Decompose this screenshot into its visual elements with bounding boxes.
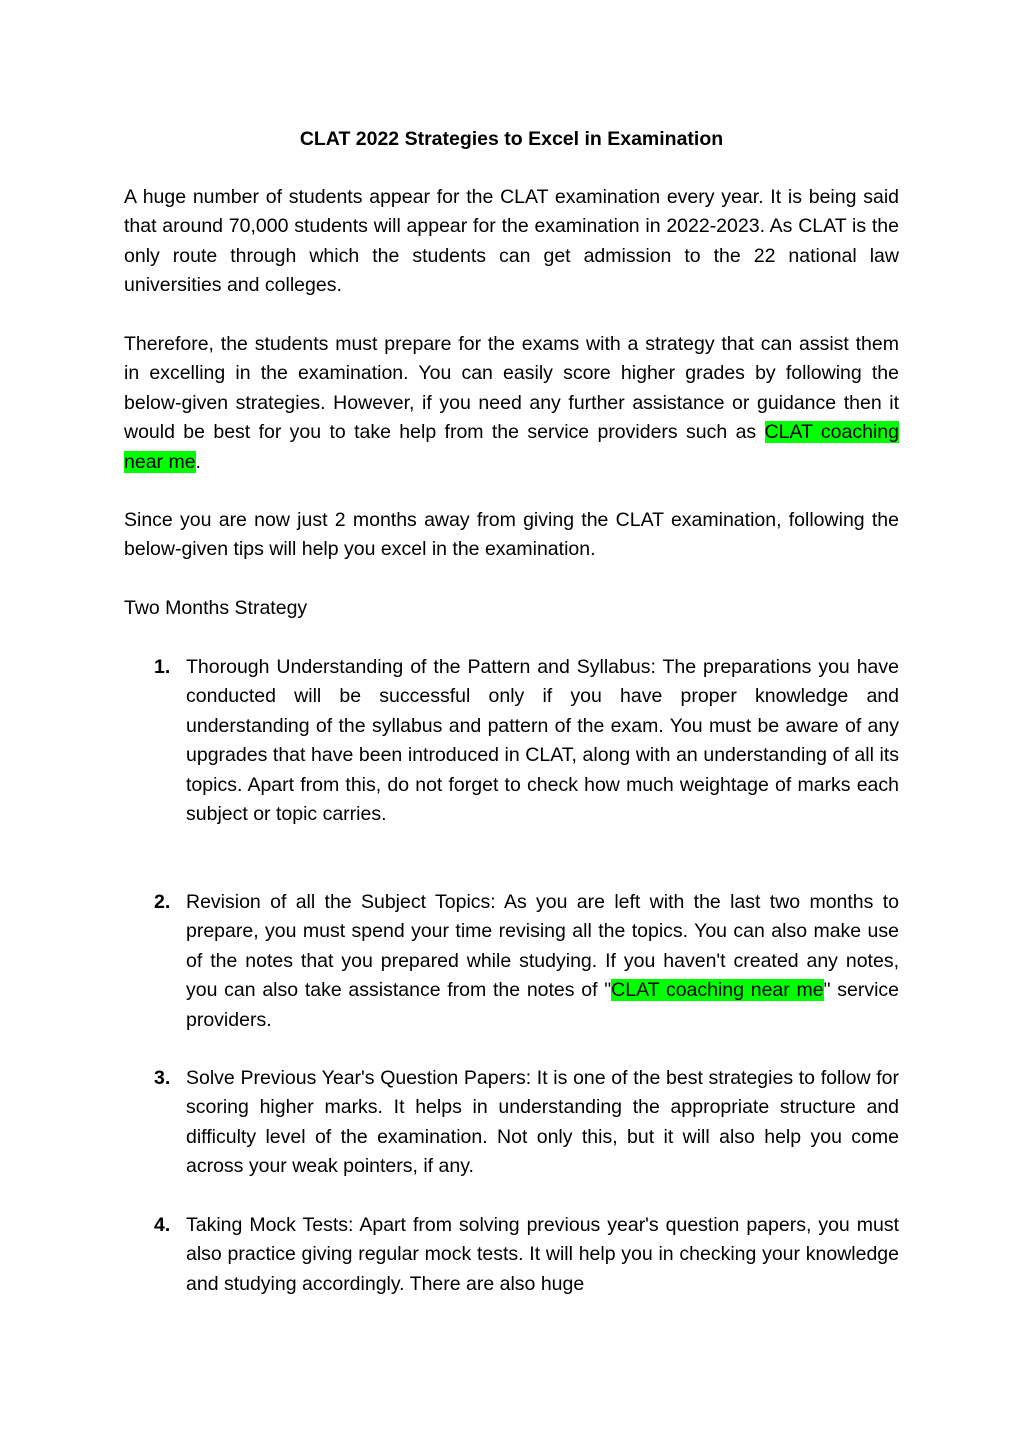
list-item-1 xyxy=(154,653,899,829)
strategy-paragraph-end: . xyxy=(195,450,201,473)
list-item-text: Taking Mock Tests: Apart from solving previous year's question papers, you must also practice giving regular mock tests. It will help you in checking your knowledge and studying accordingly. There are also huge xyxy=(186,1214,899,1295)
intro-paragraph: A huge number of students appear for the CLAT examination every year. It is being said that around 70,000 students will appear for the examination in 2022-2023. As CLAT is the only route through which the students can get admission to the 22 national law universities and colleges. xyxy=(124,186,899,297)
list-number: 2. xyxy=(154,891,171,913)
clat-coaching-link-2[interactable]: CLAT coaching near me xyxy=(611,979,824,1002)
list-item-2-text: Revision of all the Subject Topics: As you are left with the last two months to prepare, you must spend your time revising all the topics. You can also make use of the notes that you prepared while studying. If you haven't created any notes, you can also take assistance from the notes of " xyxy=(186,891,899,1002)
strategy-paragraph xyxy=(124,330,899,477)
list-item-2-end: " service providers. xyxy=(186,979,899,1031)
strategy-paragraph-text: Therefore, the students must prepare for the exams with a strategy that can assist them in excelling in the examination. You can easily score higher grades by following the below-given strategies. However, if you need any further assistance or guidance then it would be best for you to take help from the service providers such as xyxy=(124,333,899,444)
list-number: 3. xyxy=(154,1067,171,1089)
clat-coaching-link-1[interactable]: CLAT coaching near me xyxy=(124,421,899,473)
list-number: 1. xyxy=(154,656,171,678)
timeline-paragraph: Since you are now just 2 months away from giving the CLAT examination, following the below-given tips will help you excel in the examination. xyxy=(124,509,899,561)
section-heading: Two Months Strategy xyxy=(124,597,308,619)
list-item-4 xyxy=(154,1211,899,1299)
list-number: 4. xyxy=(154,1214,171,1236)
list-item-3 xyxy=(154,1064,899,1182)
document-title: CLAT 2022 Strategies to Excel in Examination xyxy=(299,128,724,150)
list-item-text: Solve Previous Year's Question Papers: It is one of the best strategies to follow for scoring higher marks. It helps in understanding the appropriate structure and difficulty level of the examination. Not only this, but it will also help you come across your weak pointers, if any. xyxy=(186,1067,899,1178)
list-item-2 xyxy=(154,888,899,1035)
list-item-text xyxy=(186,888,899,1035)
list-item-text: Thorough Understanding of the Pattern and Syllabus: The preparations you have conducted will be successful only if you have proper knowledge and understanding of the syllabus and pattern of the exam. You must be aware of any upgrades that have been introduced in CLAT, along with an understanding of all its topics. Apart from this, do not forget to check how much weightage of marks each subject or topic carries. xyxy=(186,656,899,826)
